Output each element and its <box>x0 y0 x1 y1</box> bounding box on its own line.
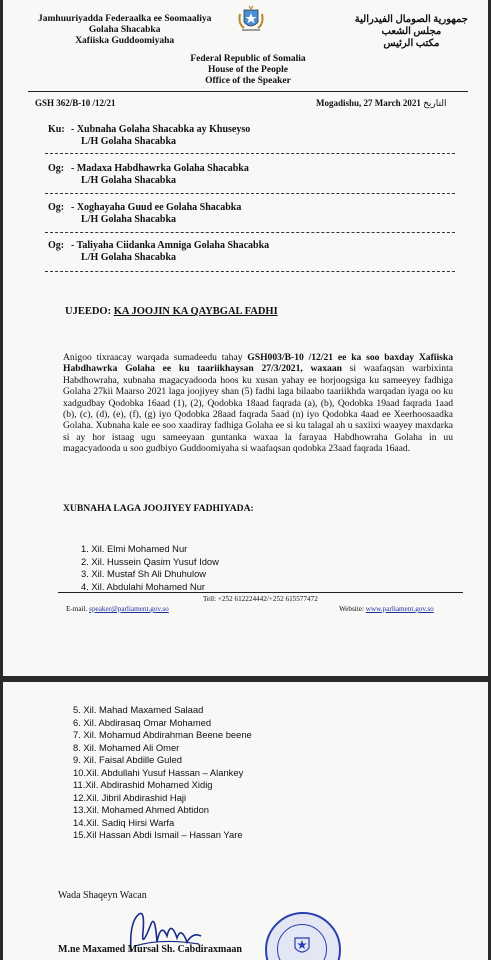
header-arabic <box>355 14 468 50</box>
addressee-line: L/H Golaha Shacabka <box>81 214 177 225</box>
footer-phone: Tell: +252 612224442/+252 615577472 <box>203 595 318 603</box>
email-link[interactable]: speaker@parliament.gov.so <box>89 605 169 613</box>
addressee-line: - Xubnaha Golaha Shacabka ay Khuseyso <box>71 124 251 135</box>
list-item: 9. Xil. Faisal Abdille Guled <box>73 754 182 765</box>
list-item: 5. Xil. Mahad Maxamed Salaad <box>73 704 204 715</box>
list-item: 1. Xil. Elmi Mohamed Nur <box>81 543 188 554</box>
somalia-coat-of-arms-icon <box>236 4 266 34</box>
letter-page-2 <box>3 682 488 960</box>
stamp-emblem-icon <box>289 934 315 960</box>
footer-divider <box>58 592 463 593</box>
addressee-label: Og: <box>48 202 65 213</box>
suspended-members-list <box>81 543 219 593</box>
addressee-block <box>48 240 269 264</box>
official-stamp <box>265 912 341 960</box>
header-somali <box>38 14 211 47</box>
website-link[interactable]: www.parliament.gov.so <box>365 605 434 613</box>
signer-name: M.ne Maxamed Mursal Sh. Cabdiraxmaan <box>58 944 242 955</box>
list-item: 10.Xil. Abdullahi Yusuf Hassan – Alankey <box>73 766 244 778</box>
dashed-divider <box>45 232 455 233</box>
header-arabic-line: جمهورية الصومال الفيدرالية <box>354 14 468 25</box>
header-somali-line: Jamhuuriyadda Federaalka ee Soomaaliya <box>38 14 212 24</box>
list-item: 3. Xil. Mustaf Sh Ali Dhuhulow <box>81 568 207 580</box>
footer-email <box>66 605 169 614</box>
footer-website-label: Website: <box>339 605 364 613</box>
addressee-block <box>48 202 241 226</box>
addressee-block <box>48 124 250 148</box>
header-english-line: House of the People <box>208 65 288 75</box>
letter-date <box>316 98 446 109</box>
header-english <box>153 54 343 87</box>
addressee-line: L/H Golaha Shacabka <box>81 252 177 263</box>
header-divider <box>28 91 468 92</box>
subject-text: KA JOOJIN KA QAYBGAL FADHI <box>113 306 278 317</box>
list-item: 11.Xil. Abdirashid Mohamed Xidig <box>73 779 213 790</box>
list-item: 13.Xil. Mohamed Ahmed Abtidon <box>73 804 210 815</box>
list-item: 6. Xil. Abdirasaq Omar Mohamed <box>73 716 212 728</box>
header-english-line: Federal Republic of Somalia <box>190 54 306 64</box>
addressee-label: Ku: <box>48 124 65 135</box>
list-item: 15.Xil Hassan Abdi Ismail – Hassan Yare <box>73 829 243 840</box>
subject-label: UJEEDO: <box>65 306 112 317</box>
dashed-divider <box>45 153 455 154</box>
suspended-members-list-continued <box>73 704 252 842</box>
body-bold-text: GSH003/B-10 /12/21 ee ka soo baxday Xafiiska Habdhawrka Golaha ee ku taariikhaysan 27/3/2021, waxaan <box>63 352 453 375</box>
footer-website <box>339 605 434 614</box>
letter-date-text: Mogadishu, 27 March 2021 <box>316 98 421 108</box>
header-arabic-line: مجلس الشعب <box>381 26 442 37</box>
body-text: si waafaqsan warbixinta Habdhowraha, xubnaha magacyadooda hoos ku xusan yahay ee horjoogsiga ku sameeyey fadhiga Golaha 27kii Maarso 2021 laga joojiyey shan (5) fadhi laga bilaabo taariikhda warqadan iyaga oo ku xadgudbay Qodobka 16aad (1), (2), Qodobka 18aad faqrada (a), (b), Qodobka 19aad faqrada 1aad (b), (c), (d), (e), (f), (g) iyo Qodobka 28aad faqrada 5aad (n) iyo Qodobka 4aad ee Xeerhoosaadka Golaha. Xubnaha kale ee soo xaadiray fadhiga Golaha ee si ku talagal ah u saxiixi waayey maxdarka si ay hor istaag ugu sameeyaan guntanka waxaa la farayaa Habdhowraha Golaha in uu magacyadooda u soo gudbiyo Guddoomiyaha si waafaqsan qodobka 23aad faqrada 16aad. <box>63 363 453 455</box>
list-item: 14.Xil. Sadiq Hirsi Warfa <box>73 816 175 828</box>
header-arabic-line: مكتب الرئيس <box>383 38 440 49</box>
body-paragraph <box>63 352 453 455</box>
dashed-divider <box>45 193 455 194</box>
body-text: Anigoo tixraacay warqada sumadeedu tahay <box>63 352 248 363</box>
header-somali-line: Xafiiska Guddoomiyaha <box>75 36 175 46</box>
header-english-line: Office of the Speaker <box>205 76 291 86</box>
addressee-line: - Madaxa Habdhawrka Golaha Shacabka <box>71 163 249 174</box>
addressee-line: - Taliyaha Ciidanka Amniga Golaha Shacabka <box>71 240 270 251</box>
list-item: 2. Xil. Hussein Qasim Yusuf Idow <box>81 555 219 567</box>
dashed-divider <box>45 271 455 272</box>
subject-line <box>65 306 278 317</box>
addressee-label: Og: <box>48 240 65 251</box>
addressee-line: - Xoghayaha Guud ee Golaha Shacabka <box>71 202 242 213</box>
addressee-label: Og: <box>48 163 65 174</box>
closing-text: Wada Shaqeyn Wacan <box>58 890 147 901</box>
letter-date-arabic: التاريخ <box>423 98 447 108</box>
footer-email-label: E-mail. <box>66 605 88 613</box>
list-item: 4. Xil. Abdulahi Mohamed Nur <box>81 580 206 592</box>
list-heading: XUBNAHA LAGA JOOJIYEY FADHIYADA: <box>63 503 254 514</box>
addressee-line: L/H Golaha Shacabka <box>81 175 177 186</box>
header-somali-line: Golaha Shacabka <box>88 25 161 35</box>
list-item: 8. Xil. Mohamed Ali Omer <box>73 741 180 753</box>
list-item: 7. Xil. Mohamud Abdirahman Beene beene <box>73 729 252 740</box>
letter-page-1 <box>3 0 488 676</box>
addressee-line: L/H Golaha Shacabka <box>81 136 177 147</box>
reference-number: GSH 362/B-10 /12/21 <box>35 98 116 108</box>
addressee-block <box>48 163 249 187</box>
list-item: 12.Xil. Jibril Abdirashid Haji <box>73 791 187 803</box>
